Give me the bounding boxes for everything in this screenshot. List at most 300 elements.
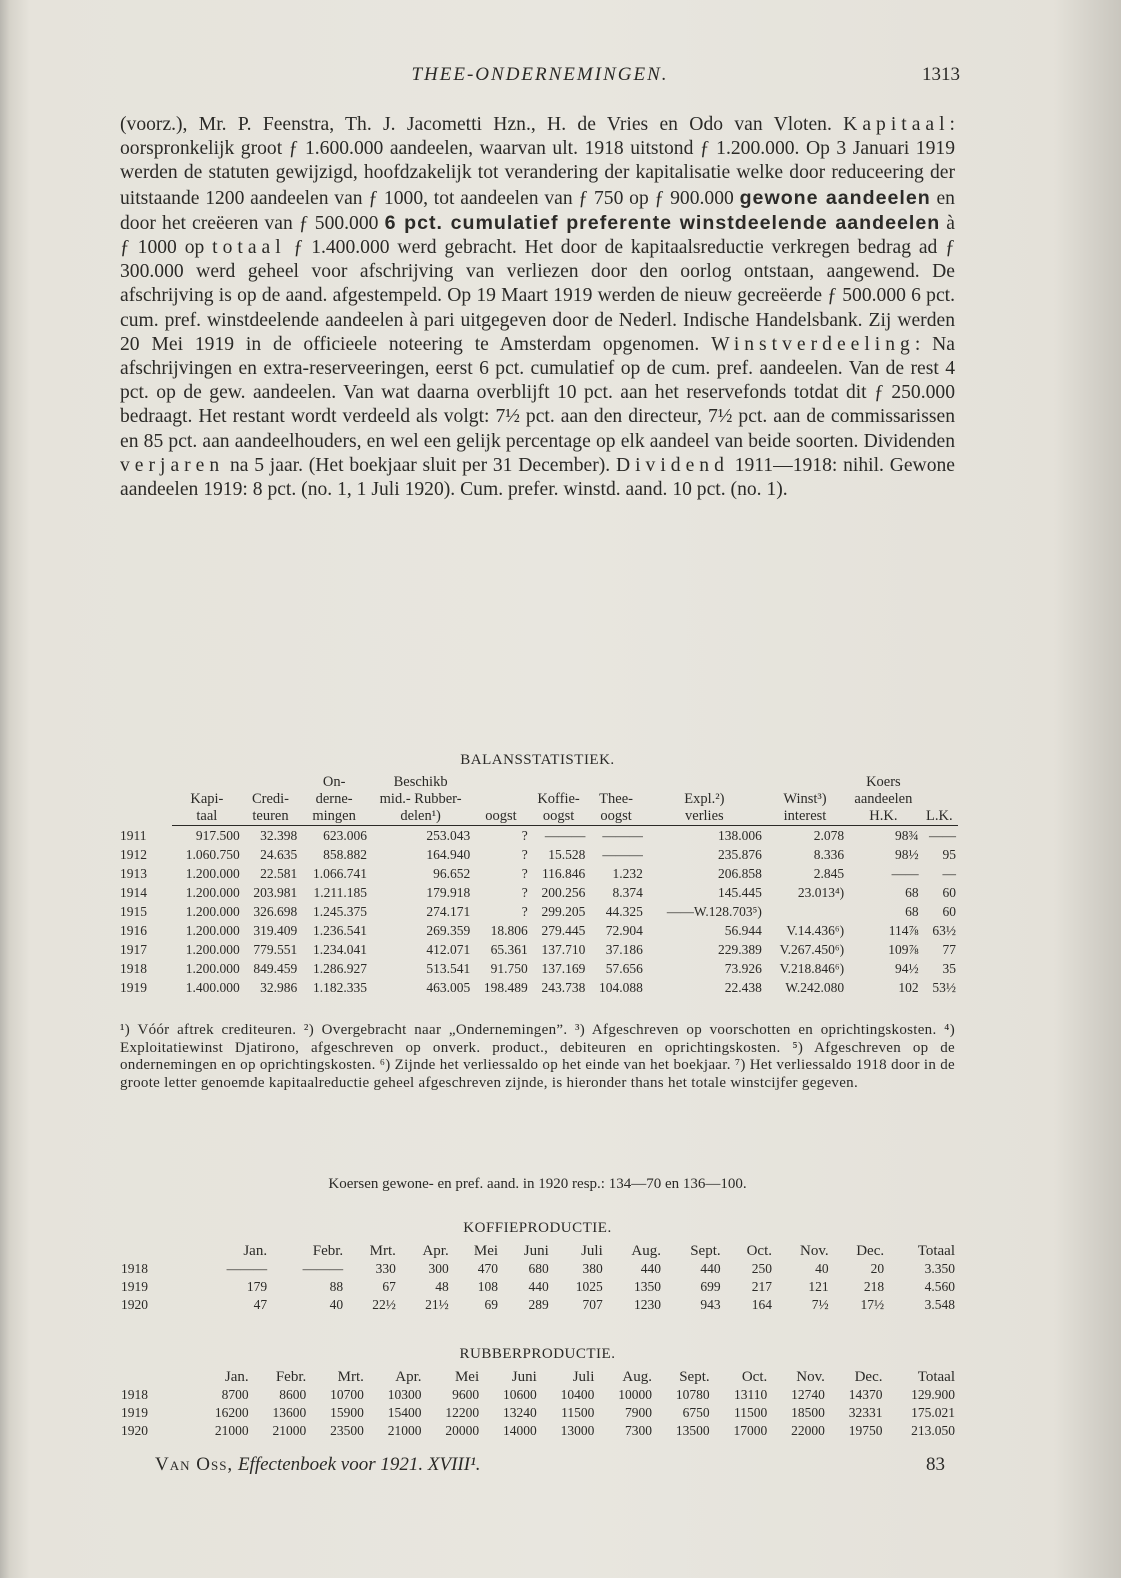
rubber-year: 1920 [121,1423,148,1438]
rubber-cell: 15900 [330,1405,364,1420]
rubber-cell: 18500 [791,1405,825,1420]
balans-cell: 114⅞ [888,923,919,938]
koffie-cell: 440 [528,1279,549,1294]
koffie-header-cell: Apr. [422,1243,449,1259]
rubber-cell: 23500 [330,1423,364,1438]
koffie-year: 1919 [121,1279,148,1294]
balans-cell: 1.200.000 [185,885,240,900]
balans-cell: 229.389 [717,942,762,957]
balans-cell: 68 [905,904,919,919]
balans-cell: 1.200.000 [185,961,240,976]
balans-header-cell [472,774,530,791]
rubber-cell: 175.021 [911,1405,955,1420]
text-segment: ƒ 1.400.000 werd gebracht. Het door de kapitaalsreductie verkregen bedrag ad ƒ 300.000 werd geheel voor afschrijving van verliezen door den oorlog ontstaan, aangewend. De afschrijving is op de aand. afgestempeld. Op 19 Maart 1919 werden de nieuw gecreëerde ƒ 500.000 6 pct. cum. pref. winstdeelende aandeelen à pari uitgegeven door de Nederl. Indische Handelsbank. Zij werden 20 Mei 1919 in de officieele noteering te Amsterdam opgenomen. [120,237,955,355]
preferente-heading: 6 pct. cumulatief preferente winstdeelende aandeelen [384,211,941,234]
rubber-cell: 12740 [791,1387,825,1402]
balans-header-cell [645,774,764,791]
balans-cell: 319.409 [253,923,298,938]
balans-header-cell: Beschikb [393,774,448,790]
balans-cell: 23.013⁴) [797,885,845,900]
balans-cell: 203.981 [253,885,298,900]
rubber-cell: 32331 [848,1405,883,1420]
rubber-cell: 13000 [560,1423,595,1438]
rubber-cell: 19750 [848,1423,883,1438]
balans-row [118,921,958,940]
balans-cell: 1.066.741 [312,866,367,881]
koffie-cell: 48 [435,1279,449,1294]
balans-cell: ——W.128.703⁵) [666,904,762,919]
balans-cell: 91.750 [490,961,528,976]
balans-cell: 56.944 [724,923,762,938]
text-segment: : oorspronkelijk groot ƒ 1.600.000 aandeelen, waarvan ult. 1918 uitstond ƒ 1.200.000. Op 3 Januari 1919 werden de statuten gewijzigd, hoofdzakelijk tot verandering der kapitalisatie welke door reduceering der uitstaande 1200 aandeelen van ƒ 1000, tot aandeelen van ƒ 750 op ƒ 900.000 [120,114,955,209]
balans-cell: 1.232 [612,866,643,881]
rubber-cell: 11500 [734,1405,768,1420]
koffie-header-row [118,1242,958,1260]
balans-cell: ? [521,847,528,862]
balans-cell: 1.200.000 [185,866,240,881]
balans-year: 1915 [120,904,147,919]
balans-header-row [118,791,958,808]
balans-cell: ——— [602,847,643,862]
rubber-header-cell [118,1368,194,1386]
text-segment: na 5 jaar. (Het boekjaar sluit per 31 December). [224,454,616,476]
koffie-cell: 69 [484,1297,499,1312]
balans-cell: 326.698 [253,904,298,919]
balans-row [118,978,958,997]
rubber-cell: 13110 [734,1387,768,1402]
balans-header-cell: verlies [645,808,764,826]
balans-header-cell: mid.- Rubber- [379,791,462,807]
rubber-cell: 21000 [272,1423,307,1438]
balans-cell: ? [521,828,528,843]
balans-cell: 104.088 [598,980,643,995]
koffie-cell: 3.548 [924,1297,955,1312]
rubber-cell: 21000 [214,1423,249,1438]
balans-cell: 102 [898,980,919,995]
balans-cell: 1.400.000 [185,980,240,995]
koffie-cell: 289 [528,1297,549,1312]
koffie-row [118,1260,958,1278]
page-number: 1313 [922,64,960,85]
balans-cell: —— [891,866,919,881]
koffie-header-cell: Nov. [800,1243,829,1259]
koffie-cell: 440 [700,1261,721,1276]
gewone-aandeelen-heading: gewone aandeelen [739,186,931,209]
balans-cell [764,902,846,921]
balans-cell: 109⅞ [888,942,919,957]
balans-cell: ? [521,885,528,900]
balans-cell: 53½ [932,980,956,995]
balans-cell: 24.635 [260,847,298,862]
rubber-header-row [118,1368,958,1386]
balans-header-cell [921,791,958,808]
text-segment: : Na afschrijvingen en extra-reserveeringen, eerst 6 pct. cumulatief op de cum. pref. aandeelen. Van de rest 4 pct. op de gew. aandeelen. Van wat daarna overblijft 10 pct. aan het reservefonds totdat dit ƒ 250.000 bedraagt. Het restant wordt verdeeld als volgt: 7½ pct. aan den directeur, 7½ pct. aan de commissarissen en 85 pct. aan aandeelhouders, en wel een gelijk percentage op elk aandeel van beide soorten. Dividenden [120,333,955,452]
balans-cell: 96.652 [433,866,471,881]
footer-volume: XVIII¹. [427,1454,481,1475]
balans-cell: 22.438 [724,980,762,995]
rubber-title: RUBBERPRODUCTIE. [459,1346,616,1362]
body-paragraph [120,113,955,502]
rubber-cell: 13240 [503,1405,537,1420]
balans-cell: 35 [942,961,956,976]
balans-cell: 198.489 [483,980,528,995]
rubber-cell: 9600 [452,1387,480,1402]
koffie-cell: 1230 [634,1297,662,1312]
rubber-cell: 8600 [279,1387,307,1402]
koffie-row [118,1296,958,1314]
balans-cell: 116.846 [541,866,586,881]
koffie-year: 1920 [121,1297,148,1312]
koffie-cell: 20 [870,1261,885,1276]
balans-cell: 94½ [895,961,919,976]
koffie-cell: 699 [700,1279,721,1294]
balans-cell: 137.710 [541,942,586,957]
koffie-table [118,1242,958,1314]
koffie-header-cell: Mrt. [369,1243,396,1259]
running-title: THEE-ONDERNEMINGEN. [411,64,669,85]
verjaren-heading: verjaren [120,454,225,476]
balans-cell: 179.918 [426,885,471,900]
balans-header-cell [118,774,172,791]
balans-row [118,826,958,846]
page-footer [155,1454,945,1476]
rubber-year: 1919 [121,1405,148,1420]
text-segment: en door het creëeren van ƒ 500.000 [120,187,955,234]
rubber-cell: 8700 [221,1387,249,1402]
balans-row [118,845,958,864]
balans-cell: 299.205 [541,904,586,919]
koffie-cell: 380 [582,1261,603,1276]
footnotes: ¹) Vóór aftrek crediteuren. ²) Overgebracht naar „Ondernemingen”. ³) Afgeschreven op voorschotten en oprichtingskosten. ⁴) Exploitatiewinst Djatirono, afgeschreven op onverk. product., debiteuren en oprichtingskosten. ⁵) Afgeschreven op de ondernemingen en op oprichtingskosten. ⁶) Zijnde het verliessaldo op het einde van het boekjaar. ⁷) Het verliessaldo 1918 door in de groote letter genoemde kapitaalreductie geheel afgeschreven zijnde, is hieronder thans het totale winstcijfer gegeven. [120,1022,955,1091]
balans-header-cell: Koffie- [537,791,580,807]
koffie-cell: 470 [477,1261,499,1276]
balans-cell: 779.551 [253,942,298,957]
balans-cell: 77 [942,942,956,957]
rubber-header-cell: Aug. [622,1369,652,1385]
balans-cell: 274.171 [426,904,471,919]
balans-cell: 1.200.000 [185,923,240,938]
rubber-header-cell: Jan. [224,1369,249,1385]
koffie-cell: 440 [640,1261,662,1276]
balans-row [118,864,958,883]
koffie-header-cell [118,1242,194,1260]
balans-header-cell [172,774,242,791]
balans-header-cell: delen¹) [369,808,472,826]
balans-cell: 1.200.000 [185,942,240,957]
koffie-cell: 108 [477,1279,499,1294]
balans-cell: 200.256 [541,885,586,900]
koffie-cell: 4.560 [924,1279,955,1294]
balans-cell: 72.904 [605,923,643,938]
koffie-cell: 680 [528,1261,549,1276]
rubber-cell: 22000 [791,1423,825,1438]
balans-header-cell [921,774,958,791]
balans-header-cell: oogst [472,808,530,826]
balans-row [118,959,958,978]
koffie-cell: 121 [808,1279,829,1294]
koffie-cell: 7½ [811,1297,829,1312]
rubber-cell: 6750 [682,1405,710,1420]
balans-cell: 57.656 [605,961,643,976]
balans-cell: ——— [602,828,643,843]
rubber-cell: 17000 [733,1423,768,1438]
rubber-cell: 16200 [214,1405,249,1420]
balans-cell: 269.359 [426,923,471,938]
rubber-cell: 10780 [675,1387,710,1402]
rubber-header-cell: Sept. [679,1369,710,1385]
koffie-cell: 943 [700,1297,721,1312]
balans-cell: ? [521,866,528,881]
balans-cell: 243.738 [541,980,586,995]
balans-cell: 8.374 [612,885,643,900]
balans-cell: 858.882 [323,847,367,862]
balans-header-cell [472,791,530,808]
koffie-cell: 250 [751,1261,773,1276]
balans-cell: 138.006 [717,828,762,843]
balans-cell: 44.325 [605,904,643,919]
balans-cell: 164.940 [426,847,471,862]
koffie-cell: 217 [751,1279,773,1294]
balans-cell: 37.186 [605,942,643,957]
balans-header-cell: Credi- [251,791,290,807]
balans-cell: 513.541 [426,961,471,976]
balans-year: 1914 [120,885,147,900]
koffie-cell: 164 [751,1297,773,1312]
text-segment: 1911—1918: nihil. Gewone aandeelen 1919: 8 pct. (no. 1, 1 Juli 1920). Cum. prefer. winstd. aand. 10 pct. (no. 1). [120,454,955,501]
balans-cell: 22.581 [260,866,298,881]
balans-year: 1911 [120,827,147,843]
balans-cell: 32.398 [260,828,298,843]
rubber-header-cell: Juni [511,1369,537,1385]
balans-cell: W.242.080 [785,980,845,995]
balans-header-cell: oogst [587,808,645,826]
koffie-cell: 47 [253,1297,268,1312]
balans-row [118,883,958,902]
balans-table [118,774,958,997]
balans-header-cell: Kapi- [190,791,224,807]
balans-cell: 32.986 [260,980,298,995]
rubber-cell: 129.900 [911,1387,955,1402]
koffie-title: KOFFIEPRODUCTIE. [463,1220,612,1236]
balans-cell: 95 [942,847,956,862]
balans-cell: 623.006 [323,828,367,843]
balans-cell: 235.876 [717,847,762,862]
rubber-header-cell: Oct. [741,1369,768,1385]
balans-cell: 1.234.041 [312,942,367,957]
rubber-row [118,1404,958,1422]
koffie-cell: ——— [226,1261,268,1276]
koffie-cell: 1350 [634,1279,662,1294]
balans-cell: 63½ [932,923,956,938]
balans-header-cell [587,774,645,791]
balans-header-row [118,774,958,791]
rubber-table [118,1368,958,1440]
balans-header-cell [764,774,846,791]
balans-header-cell: Thee- [599,791,633,807]
text-segment: (voorz.), Mr. P. Feenstra, Th. J. Jacometti Hzn., H. de Vries en Odo van Vloten. [120,114,844,135]
balans-cell: 1.236.541 [312,923,367,938]
footer-work: Effectenboek voor 1921. [237,1454,424,1475]
rubber-cell: 11500 [561,1405,595,1420]
rubber-cell: 10400 [560,1387,595,1402]
koffie-cell: 330 [375,1261,396,1276]
balans-cell: V.14.436⁶) [786,923,845,938]
balans-year: 1913 [120,866,147,881]
page-header [120,64,960,90]
footer-author: Van Oss, [155,1454,234,1475]
rubber-row [118,1386,958,1404]
balans-header-cell: aandeelen [854,791,913,807]
text-segment: à ƒ 1000 op [120,212,955,259]
koffie-cell: 3.350 [924,1261,955,1276]
balans-row [118,902,958,921]
balans-year: 1919 [120,980,147,995]
koffie-cell: 218 [863,1279,885,1294]
rubber-header-cell: Apr. [395,1369,422,1385]
koffie-header-cell: Oct. [746,1243,773,1259]
balans-cell: 1.245.375 [312,904,367,919]
koffie-header-cell: Aug. [631,1243,662,1259]
balans-header-cell: On- [322,774,346,790]
rubber-cell: 14370 [848,1387,883,1402]
rubber-header-cell: Nov. [796,1369,825,1385]
balans-cell: 279.445 [541,923,586,938]
balans-cell: — [942,866,956,881]
balans-cell: ——— [544,828,586,843]
koffie-header-cell: Dec. [856,1243,885,1259]
rubber-header-cell: Febr. [275,1369,307,1385]
balans-header-cell [118,791,172,808]
rubber-cell: 13500 [675,1423,710,1438]
rubber-cell: 14000 [503,1423,537,1438]
rubber-cell: 10300 [387,1387,422,1402]
rubber-cell: 7900 [625,1405,652,1420]
dividend-heading: Dividend [615,454,729,476]
rubber-row [118,1422,958,1440]
rubber-header-cell: Dec. [854,1369,883,1385]
rubber-cell: 10600 [503,1387,537,1402]
koffie-cell: 300 [428,1261,449,1276]
balans-header-cell: H.K. [846,808,921,826]
koffie-header-cell: Febr. [312,1243,344,1259]
balans-cell: 15.528 [548,847,586,862]
balans-header-cell: Koers [866,774,901,790]
koffie-cell: 22½ [372,1297,396,1312]
rubber-year: 1918 [121,1387,148,1402]
balans-header-row [118,808,958,826]
balans-cell: ? [521,904,528,919]
koffie-cell: ——— [302,1261,344,1276]
rubber-cell: 213.050 [911,1423,955,1438]
koffie-cell: 17½ [860,1297,885,1312]
balans-header-cell: mingen [299,808,369,826]
rubber-header-cell: Mei [454,1369,480,1385]
rubber-cell: 10700 [330,1387,364,1402]
balans-header-cell: teuren [242,808,300,826]
koffie-cell: 88 [329,1279,344,1294]
balans-cell: 917.500 [195,828,240,843]
balans-cell: 8.336 [813,847,845,862]
balans-cell: 98¾ [895,828,919,843]
totaal-heading: totaal [212,237,286,259]
balans-title: BALANSSTATISTIEK. [460,752,615,768]
rubber-header-cell: Mrt. [337,1369,364,1385]
balans-header-cell: Winst³) [783,791,827,807]
balans-cell: 2.845 [813,866,845,881]
balans-cell: —— [929,828,956,843]
balans-cell: 253.043 [426,828,471,843]
balans-header-cell [242,774,300,791]
winstverdeeling-heading: Winstverdeeling [711,333,915,355]
koffie-header-cell: Mei [473,1243,499,1259]
balans-header-cell: oogst [530,808,588,826]
balans-cell: 849.459 [253,961,298,976]
balans-header-cell: interest [764,808,846,826]
balans-year: 1912 [120,847,147,862]
koffie-year: 1918 [121,1261,148,1276]
balans-cell: 463.005 [426,980,471,995]
balans-cell: 1.211.185 [313,885,367,900]
balans-cell: 206.858 [717,866,762,881]
balans-cell: 137.169 [541,961,586,976]
balans-cell: 98½ [895,847,919,862]
koffie-cell: 21½ [425,1297,449,1312]
balans-header-cell: derne- [315,791,353,807]
koffie-cell: 40 [329,1297,344,1312]
koffie-cell: 40 [815,1261,829,1276]
balans-year: 1917 [120,942,147,957]
rubber-header-cell: Totaal [917,1369,955,1385]
balans-cell: 1.200.000 [185,904,240,919]
rubber-cell: 21000 [387,1423,422,1438]
balans-header-cell: taal [172,808,242,826]
koffie-cell: 707 [582,1297,603,1312]
balans-cell: V.267.450⁶) [779,942,845,957]
koffie-cell: 179 [246,1279,268,1294]
balans-cell: 60 [942,885,956,900]
rubber-cell: 13600 [272,1405,307,1420]
koffie-header-cell: Juni [523,1243,549,1259]
balans-cell: 18.806 [490,923,528,938]
footer-page: 83 [926,1454,945,1475]
balans-cell: 1.286.927 [312,961,367,976]
balans-header-cell [118,808,172,826]
balans-cell: 73.926 [724,961,762,976]
koffie-cell: 1025 [575,1279,603,1294]
rubber-cell: 15400 [387,1405,422,1420]
balans-cell: 68 [905,885,919,900]
rubber-cell: 10000 [618,1387,652,1402]
balans-cell: 1.182.335 [312,980,367,995]
koersen-note: Koersen gewone- en pref. aand. in 1920 resp.: 134—70 en 136—100. [328,1176,747,1192]
balans-header-cell: Expl.²) [684,791,725,807]
balans-cell: 412.071 [426,942,471,957]
koffie-row [118,1278,958,1296]
balans-row [118,940,958,959]
balans-year: 1918 [120,961,147,976]
koffie-header-cell: Jan. [243,1243,268,1259]
balans-header-cell: L.K. [921,808,958,826]
rubber-cell: 12200 [445,1405,480,1420]
balans-cell: 145.445 [717,885,762,900]
rubber-cell: 7300 [625,1423,652,1438]
koffie-header-cell: Totaal [917,1243,955,1259]
balans-cell: 60 [942,904,956,919]
balans-cell: 65.361 [490,942,528,957]
kapitaal-heading: Kapitaal [843,114,950,135]
rubber-header-cell: Juli [572,1369,595,1385]
balans-cell: 1.060.750 [185,847,240,862]
